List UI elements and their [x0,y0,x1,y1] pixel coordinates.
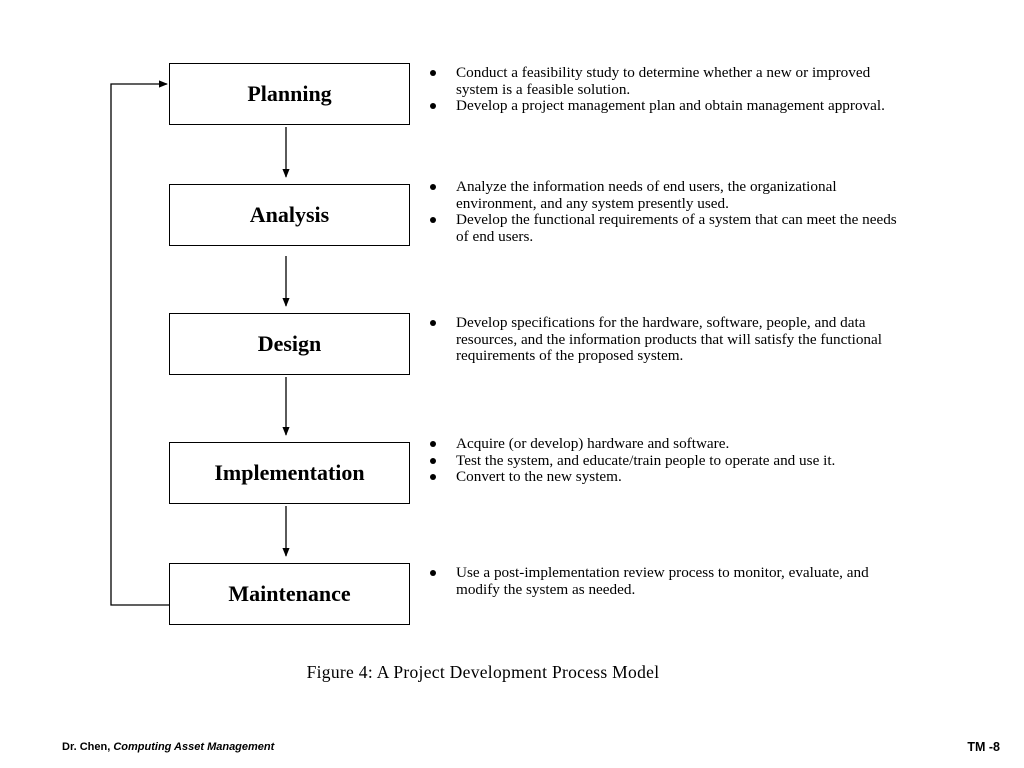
bullet-item: Develop a project management plan and obtain management approval. [428,98,908,115]
figure-caption: Figure 4: A Project Development Process Model [306,662,660,682]
stage-box-design [169,313,410,375]
bullet-item: Convert to the new system. [428,469,908,486]
bullet-item: Use a post-implementation review process to monitor, evaluate, and modify the system as needed. [428,565,908,598]
stage-box-planning [169,63,410,125]
feedback-loop-arrow [111,84,169,605]
maintenance-bullet-list [428,565,908,598]
planning-bullet-list [428,65,908,115]
stage-label-analysis: Analysis [249,202,330,227]
design-bullet-list [428,315,908,365]
page-number: TM -8 [967,740,1000,754]
stage-label-maintenance: Maintenance [228,581,351,606]
bullet-item: Analyze the information needs of end users, the organizational environment, and any system presently used. [428,179,908,212]
footer-credit [62,741,274,753]
footer-author: Dr. Chen, [62,741,111,753]
bullet-item: Conduct a feasibility study to determine whether a new or improved system is a feasible solution. [428,65,908,98]
footer-course: Computing Asset Management [113,741,275,753]
stage-label-implementation: Implementation [214,460,365,485]
stage-box-analysis [169,184,410,246]
bullet-item: Develop specifications for the hardware, software, people, and data resources, and the information products that will satisfy the functional requirements of the proposed system. [428,315,908,365]
stage-label-planning: Planning [247,81,332,106]
stage-box-implementation [169,442,410,504]
bullet-item: Test the system, and educate/train people to operate and use it. [428,453,908,470]
analysis-bullet-list [428,179,908,245]
bullet-item: Develop the functional requirements of a system that can meet the needs of end users. [428,212,908,245]
stage-box-maintenance [169,563,410,625]
implementation-bullet-list [428,436,908,486]
bullet-item: Acquire (or develop) hardware and software. [428,436,908,453]
stage-label-design: Design [257,331,322,356]
